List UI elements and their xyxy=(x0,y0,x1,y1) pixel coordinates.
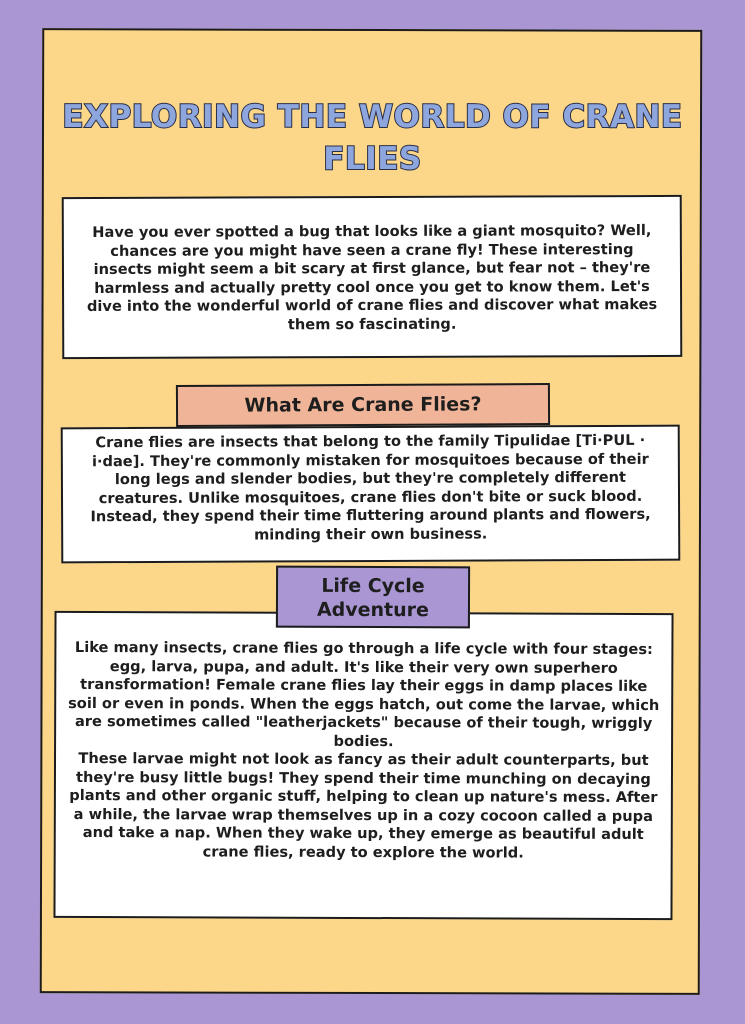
life-cycle-box xyxy=(53,611,673,920)
life-cycle-heading: Life Cycle Adventure xyxy=(276,566,470,629)
life-cycle-paragraph-2: These larvae might not look as fancy as their adult counterparts, but they're busy little bugs! They spend their time munching on decaying plants and other organic stuff, helping to clean up nature's mess. After a while, the larvae wrap themselves up in a cozy cocoon called a pupa and take a nap. When they wake up, they emerge as beautiful adult crane flies, ready to explore the world. xyxy=(69,750,658,862)
intro-text: Have you ever spotted a bug that looks like a giant mosquito? Well, chances are you might have seen a crane fly! These interesting insects might seem a bit scary at first glance, but fear not – they're harmless and actually pretty cool once you get to know them. Let's dive into the wonderful world of crane flies and discover what makes them so fascinating. xyxy=(86,222,658,333)
intro-box xyxy=(62,195,683,359)
what-are-text: Crane flies are insects that belong to the family Tipulidae [Ti·PUL · i·dae]. They're commonly mistaken for mosquitoes because of their long legs and slender bodies, but they're completely different creatures. Unlike mosquitoes, crane flies don't bite or suck blood. Instead, they spend their time fluttering around plants and flowers, minding their own business. xyxy=(90,431,651,544)
what-are-heading: What Are Crane Flies? xyxy=(176,383,550,427)
life-cycle-paragraph-1: Like many insects, crane flies go through a life cycle with four stages: egg, larva, pupa, and adult. It's like their very own superhero transformation! Female crane flies lay their eggs in damp places like soil or even in ponds. When the eggs hatch, out come the larvae, which are sometimes called "leatherjackets" because of their tough, wriggly bodies. xyxy=(68,638,660,750)
what-are-crane-flies-box xyxy=(61,425,681,564)
page-title: EXPLORING THE WORLD OF CRANE FLIES xyxy=(62,99,683,177)
